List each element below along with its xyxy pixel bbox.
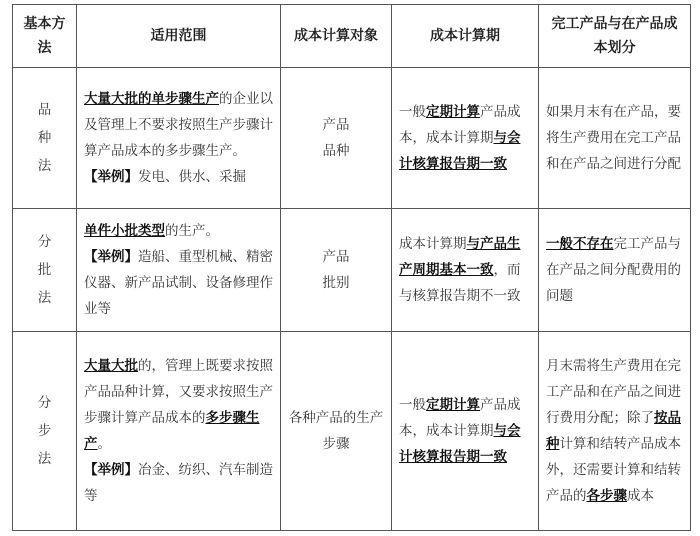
method-cell (13, 332, 77, 531)
example-text: 造船、重型机械、精密仪器、新产品试制、设备修理作业等 (84, 249, 273, 317)
object-cell (281, 209, 392, 332)
method-name: 分批法 (37, 234, 52, 306)
scope-text: 。 (97, 436, 111, 452)
period-cell (392, 68, 539, 209)
period-key: 与会计核算报告期一致 (399, 423, 521, 465)
division-key: 一般不存在 (546, 236, 614, 252)
division-cell (539, 209, 691, 332)
object-cell: 各种产品的生产步骤 (281, 332, 392, 531)
scope-text: 的，管理上既要求按照产品品种计算，又要求按照生产步骤计算产品成本的 (84, 358, 273, 426)
period-text: ，而与核算报告期不一致 (399, 262, 521, 304)
example-label: 【举例】 (84, 169, 138, 185)
object-line: 产品 (322, 117, 350, 133)
header-row (13, 5, 691, 68)
cost-method-table (12, 4, 691, 531)
method-cell (13, 209, 77, 332)
scope-key: 大量大批 (84, 358, 138, 374)
division-cell (539, 332, 691, 531)
table-row (13, 68, 691, 209)
division-key: 按品种 (546, 410, 681, 452)
period-key: 与产品生产周期基本一致 (399, 236, 521, 278)
period-text: 一般 (399, 397, 426, 413)
method-name: 分步法 (37, 395, 52, 467)
method-cell (13, 68, 77, 209)
period-key: 与会计核算报告期一致 (399, 130, 521, 172)
scope-cell (77, 332, 281, 531)
table-row (13, 332, 691, 531)
division-cell: 如果月末有在产品，要将生产费用在完工产品和在产品之间进行分配 (539, 68, 691, 209)
scope-cell (77, 68, 281, 209)
header-scope: 适用范围 (77, 5, 281, 68)
division-text: 完工产品与在产品之间分配费用的问题 (546, 236, 681, 304)
division-text: 月末需将生产费用在完工产品和在产品之间进行费用分配；除了 (546, 358, 681, 426)
method-name: 品种法 (37, 102, 52, 174)
scope-text: 的生产。 (165, 223, 219, 239)
example-text: 发电、供水、采掘 (138, 169, 246, 185)
object-line: 产品 (322, 249, 350, 265)
scope-cell (77, 209, 281, 332)
object-line: 批别 (322, 275, 350, 291)
scope-key: 大量大批的单步骤生产 (84, 91, 219, 107)
period-key: 定期计算 (426, 104, 480, 120)
period-text: 成本计算期 (399, 236, 467, 252)
period-text: 一般 (399, 104, 426, 120)
header-period: 成本计算期 (392, 5, 539, 68)
division-key: 各步骤 (586, 488, 627, 504)
example-label: 【举例】 (84, 249, 138, 265)
division-text: 计算和结转产品成本外，还需要计算和结转产品的 (546, 436, 681, 504)
header-object: 成本计算对象 (281, 5, 392, 68)
header-method: 基本方法 (13, 5, 77, 68)
example-text: 冶金、纺织、汽车制造等 (84, 462, 273, 504)
table-row (13, 209, 691, 332)
period-key: 定期计算 (426, 397, 480, 413)
example-label: 【举例】 (84, 462, 138, 478)
period-cell (392, 209, 539, 332)
scope-text: 的企业以及管理上不要求按照生产步骤计算产品成本的多步骤生产。 (84, 91, 273, 159)
scope-key: 单件小批类型 (84, 223, 165, 239)
scope-key: 多步骤生产 (84, 410, 260, 452)
period-text: 产品成本，成本计算期 (399, 397, 521, 439)
period-cell (392, 332, 539, 531)
period-text: 产品成本，成本计算期 (399, 104, 521, 146)
header-division: 完工产品与在产品成本划分 (539, 5, 691, 68)
object-line: 品种 (322, 143, 350, 159)
division-text: 成本 (627, 488, 654, 504)
object-cell (281, 68, 392, 209)
